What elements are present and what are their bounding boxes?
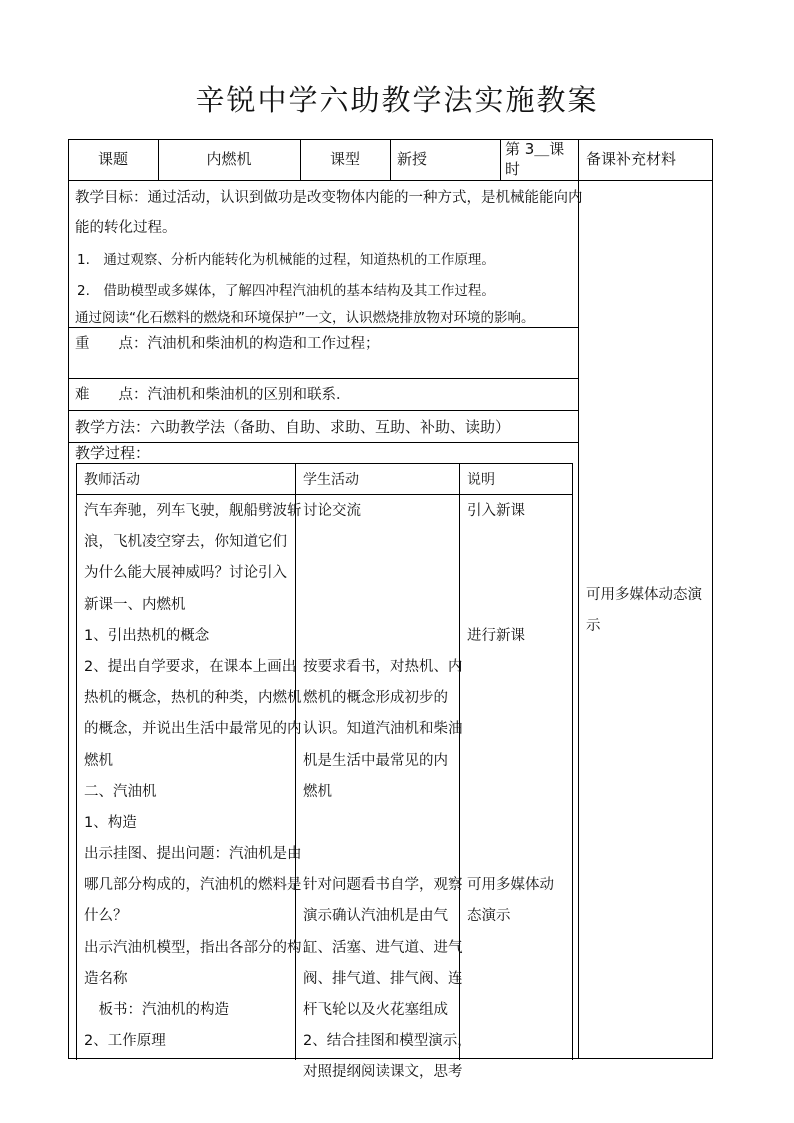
student-activity-line: [303, 590, 458, 621]
row-divider: [68, 327, 578, 328]
teacher-activity-line: 哪几部分构成的，汽油机的燃料是: [84, 877, 302, 894]
note-line: [467, 652, 572, 683]
student-activity-line: [303, 839, 458, 870]
teacher-activity-line: 1、构造: [84, 814, 137, 831]
note-line: [467, 683, 572, 714]
note-line: 引入新课: [467, 503, 525, 519]
note-column: [467, 496, 572, 933]
student-activity-line: [303, 808, 458, 839]
note-line: [467, 714, 572, 745]
document-title: 辛锐中学六助教学法实施教案: [195, 83, 599, 117]
objective-item: 2. 借助模型或多媒体，了解四冲程汽油机的基本结构及其工作过程。: [77, 283, 495, 299]
teacher-activity-line: 浪，飞机凌空穿去，你知道它们: [84, 534, 287, 551]
process-table-col-divider: [295, 463, 296, 1060]
teacher-activity-line: 2、提出自学要求，在课本上画出: [84, 658, 297, 675]
supplement-note: 可用多媒体动态演: [586, 587, 702, 603]
teacher-activity-line: 热机的概念，热机的种类，内燃机: [84, 690, 302, 707]
note-line: [467, 808, 572, 839]
objectives-line: 能的转化过程。: [75, 220, 177, 236]
teacher-activity-line: 什么？: [84, 908, 128, 925]
student-activity-line: [303, 621, 458, 652]
process-table-header-divider: [76, 494, 573, 495]
supplement-column-divider: [578, 139, 579, 1059]
teacher-activity-line: 1、引出热机的概念: [84, 627, 210, 644]
teacher-activity-line: 汽车奔驰，列车飞驶，舰船劈波斩: [84, 503, 302, 519]
student-activity-line: 阀、排气道、排气阀、连: [303, 970, 463, 987]
objective-item: 通过阅读“化石燃料的燃烧和环境保护”一文，认识燃烧排放物对环境的影响。: [75, 310, 535, 326]
row-divider: [68, 378, 578, 379]
student-activity-line: 讨论交流: [303, 503, 361, 519]
teacher-activity-line: 为什么能大展神威吗？讨论引入: [84, 565, 287, 582]
teacher-activity-line: 出示汽油机模型，指出各部分的构: [84, 939, 302, 956]
teacher-activity-line: 造名称: [84, 970, 128, 987]
lesson-type-label: 课型: [329, 150, 360, 168]
key-point: 重 点：汽油机和柴油机的构造和工作过程；: [75, 336, 380, 352]
teacher-activity-line: 的概念，并说出生活中最常见的内: [84, 721, 302, 738]
topic-label: 课题: [97, 150, 128, 168]
note-line: [467, 746, 572, 777]
process-header-note: 说明: [467, 472, 495, 488]
student-activity-line: 按要求看书，对热机、内: [303, 658, 463, 675]
student-activity-line: 对照提纲阅读课文，思考: [303, 1064, 463, 1081]
student-activity-line: 缸、活塞、进气道、进气: [303, 939, 463, 956]
header-col-divider: [390, 139, 391, 180]
note-line: [467, 839, 572, 870]
student-activity-line: 演示确认汽油机是由气: [303, 908, 448, 925]
objectives-line: 教学目标：通过活动，认识到做功是改变物体内能的一种方式，是机械能能向内: [75, 190, 583, 206]
teacher-activity-line: 板书：汽油机的构造: [84, 1002, 229, 1018]
difficulty: 难 点：汽油机和柴油机的区别和联系．: [75, 387, 351, 403]
teacher-activity-line: 燃机: [84, 752, 113, 769]
header-row-divider: [68, 180, 713, 181]
note-line: [467, 777, 572, 808]
student-activity-line: 杆飞轮以及火花塞组成: [303, 1002, 448, 1018]
student-activity-line: [303, 558, 458, 589]
teacher-activity-line: 二、汽油机: [84, 783, 157, 800]
student-activity-line: 认识。知道汽油机和柴油: [303, 721, 463, 738]
teacher-activity-line: 出示挂图、提出问题：汽油机是由: [84, 846, 302, 863]
process-label: 教学过程：: [75, 444, 151, 462]
teacher-activity-column: [84, 496, 302, 1057]
note-line: 进行新课: [467, 627, 525, 644]
note-line: 态演示: [467, 908, 511, 925]
student-activity-line: [303, 527, 458, 558]
student-activity-column: [303, 496, 472, 1089]
supplement-note: 示: [586, 618, 601, 634]
row-divider: [68, 410, 578, 411]
note-line: [467, 527, 572, 558]
header-col-divider: [500, 139, 501, 180]
student-activity-line: 燃机的概念形成初步的: [303, 690, 448, 707]
student-activity-line: 燃机: [303, 783, 332, 800]
process-header-student: 学生活动: [303, 472, 359, 488]
period-count-line2: 时: [505, 160, 521, 178]
student-activity-line: 针对问题看书自学，观察: [303, 877, 463, 894]
teacher-activity-line: 新课一、内燃机: [84, 596, 186, 613]
process-header-teacher: 教师活动: [84, 472, 140, 488]
student-activity-line: 机是生活中最常见的内: [303, 752, 448, 769]
note-line: [467, 590, 572, 621]
topic-value: 内燃机: [206, 150, 252, 168]
note-line: 可用多媒体动: [467, 877, 554, 894]
lesson-type-value: 新授: [397, 150, 428, 168]
objective-item: 1. 通过观察、分析内能转化为机械能的过程，知道热机的工作原理。: [77, 252, 495, 268]
student-activity-line: 2、结合挂图和模型演示，: [303, 1033, 472, 1050]
teaching-method: 教学方法：六助教学法（备助、自助、求助、互助、补助、读助）: [75, 418, 511, 436]
supplement-header: 备课补充材料: [586, 150, 677, 168]
period-count-line1: 第 3＿课: [505, 140, 565, 158]
note-line: [467, 558, 572, 589]
teacher-activity-line: 2、工作原理: [84, 1033, 166, 1050]
